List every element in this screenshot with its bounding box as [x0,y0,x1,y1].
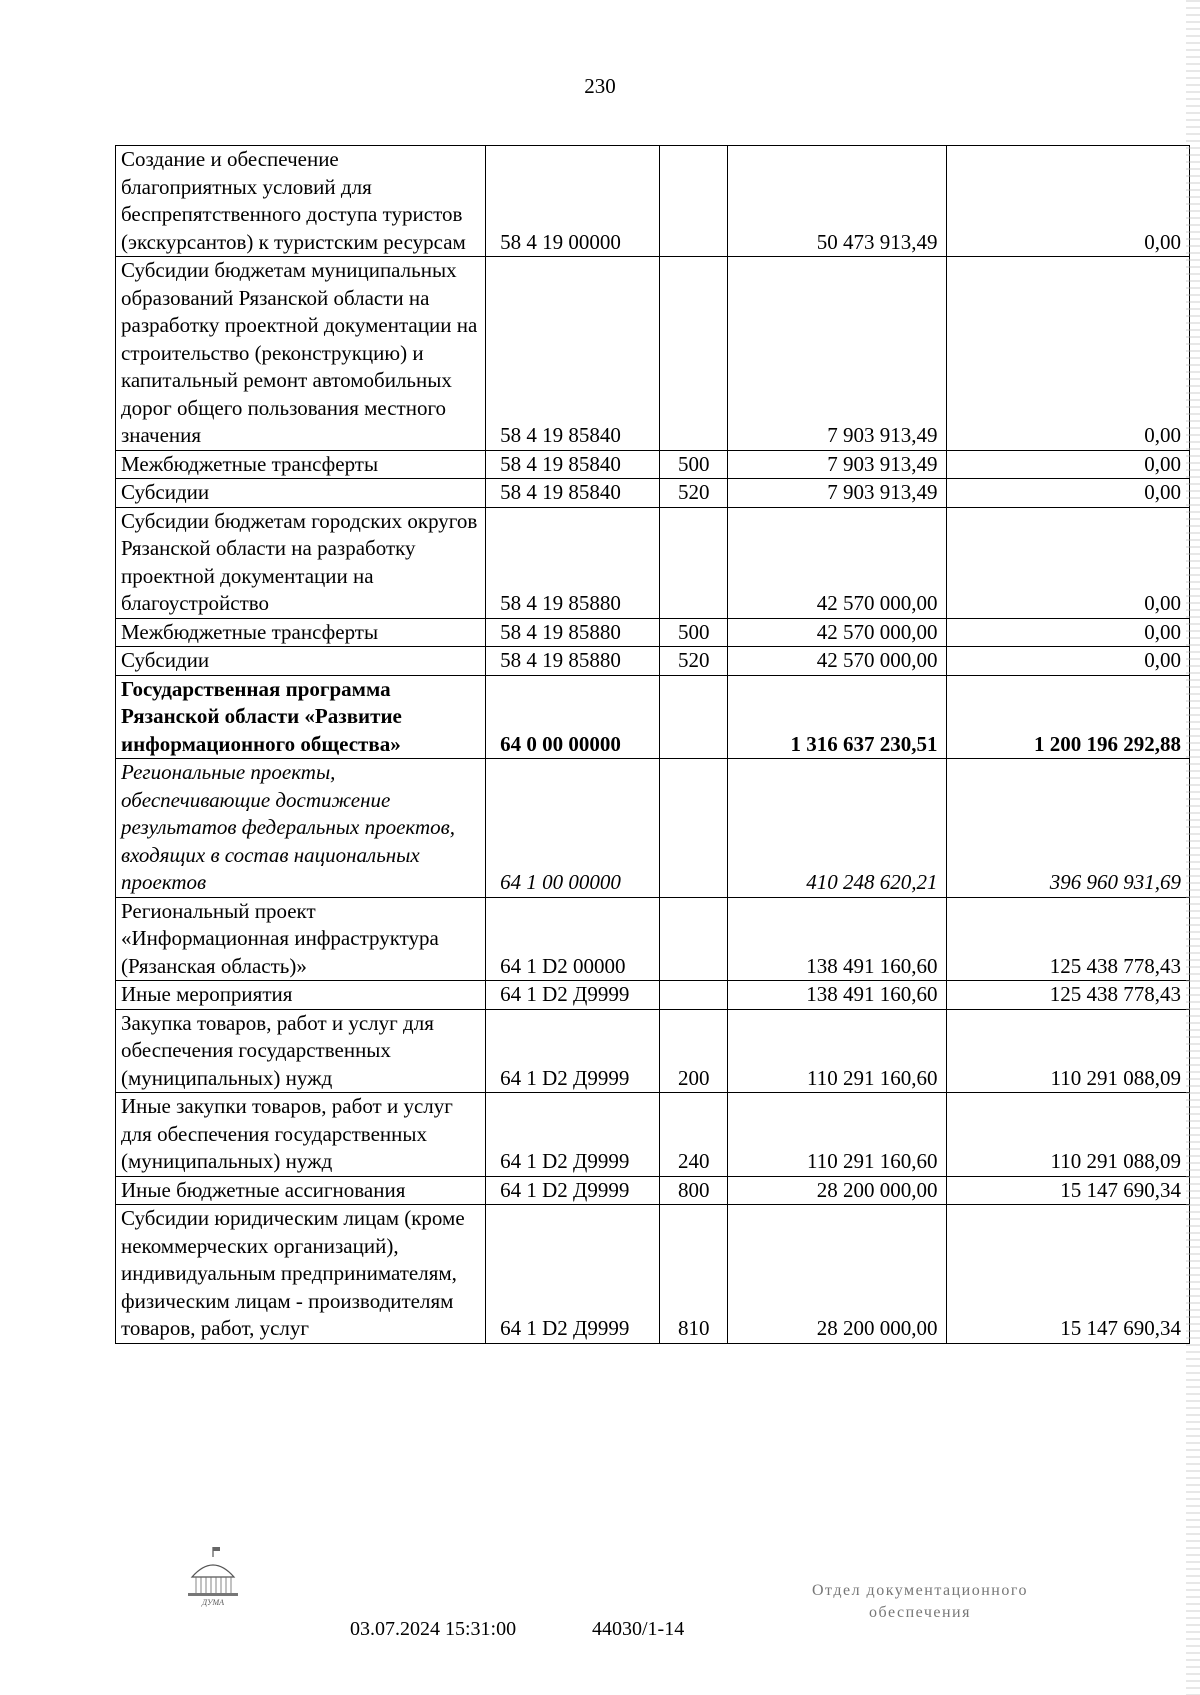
table-row [116,1009,1190,1093]
row-name-cell: Субсидии [116,479,486,508]
row-amount-1-cell: 7 903 913,49 [728,479,946,508]
table-row [116,450,1190,479]
row-name-cell: Субсидии бюджетам городских округов Рязанской области на разработку проектной документации на благоустройство [116,507,486,618]
registration-number: 44030/1-14 [592,1618,685,1640]
table-row [116,507,1190,618]
row-expense-type-cell: 200 [660,1009,728,1093]
row-target-code-cell: 64 1 D2 Д9999 [486,1009,660,1093]
table-row [116,897,1190,981]
row-name-cell: Субсидии юридическим лицам (кроме некоммерческих организаций), индивидуальным предпринимателям, физическим лицам - производителям товаров, работ, услуг [116,1205,486,1344]
table-row [116,618,1190,647]
row-name-cell: Межбюджетные трансферты [116,618,486,647]
table-row [116,479,1190,508]
row-expense-type-cell [660,981,728,1010]
row-amount-2-cell: 0,00 [946,507,1189,618]
stamp-line-1: Отдел документационного [811,1582,1029,1599]
row-target-code-cell: 64 0 00 00000 [486,675,660,759]
row-name-cell: Иные бюджетные ассигнования [116,1176,486,1205]
row-target-code-cell: 64 1 D2 Д9999 [486,1205,660,1344]
row-target-code-cell: 58 4 19 85880 [486,507,660,618]
row-amount-2-cell: 0,00 [946,647,1189,676]
row-amount-2-cell: 0,00 [946,618,1189,647]
row-expense-type-cell: 810 [660,1205,728,1344]
table-row [116,647,1190,676]
logo-text: ДУМА [201,1598,225,1607]
row-expense-type-cell [660,257,728,451]
row-target-code-cell: 58 4 19 85840 [486,479,660,508]
row-amount-2-cell: 15 147 690,34 [946,1176,1189,1205]
registration-datetime: 03.07.2024 15:31:00 [350,1618,517,1640]
row-amount-1-cell: 42 570 000,00 [728,618,946,647]
row-name-cell: Региональные проекты, обеспечивающие достижение результатов федеральных проектов, входящих в состав национальных проектов [116,759,486,898]
table-row [116,759,1190,898]
row-amount-1-cell: 7 903 913,49 [728,450,946,479]
row-amount-1-cell: 28 200 000,00 [728,1205,946,1344]
row-amount-2-cell: 0,00 [946,257,1189,451]
row-name-cell: Субсидии [116,647,486,676]
row-amount-2-cell: 1 200 196 292,88 [946,675,1189,759]
row-expense-type-cell: 520 [660,647,728,676]
duma-logo-icon [182,1545,244,1609]
row-amount-1-cell: 42 570 000,00 [728,647,946,676]
row-target-code-cell: 64 1 D2 00000 [486,897,660,981]
row-expense-type-cell [660,507,728,618]
row-amount-1-cell: 28 200 000,00 [728,1176,946,1205]
row-name-cell: Межбюджетные трансферты [116,450,486,479]
row-amount-2-cell: 0,00 [946,450,1189,479]
row-name-cell: Региональный проект «Информационная инфраструктура (Рязанская область)» [116,897,486,981]
table-row [116,1205,1190,1344]
table-row [116,1176,1190,1205]
row-target-code-cell: 64 1 00 00000 [486,759,660,898]
row-expense-type-cell: 500 [660,450,728,479]
row-amount-2-cell: 0,00 [946,146,1189,257]
row-amount-1-cell: 138 491 160,60 [728,897,946,981]
row-amount-1-cell: 410 248 620,21 [728,759,946,898]
row-amount-1-cell: 110 291 160,60 [728,1009,946,1093]
row-expense-type-cell [660,759,728,898]
row-name-cell: Субсидии бюджетам муниципальных образований Рязанской области на разработку проектной документации на строительство (реконструкцию) и капитальный ремонт автомобильных дорог общего пользования местного значения [116,257,486,451]
row-name-cell: Государственная программа Рязанской области «Развитие информационного общества» [116,675,486,759]
row-amount-2-cell: 0,00 [946,479,1189,508]
row-amount-1-cell: 7 903 913,49 [728,257,946,451]
row-expense-type-cell [660,675,728,759]
table-row [116,1093,1190,1177]
row-target-code-cell: 58 4 19 85840 [486,450,660,479]
row-target-code-cell: 64 1 D2 Д9999 [486,1093,660,1177]
row-amount-2-cell: 15 147 690,34 [946,1205,1189,1344]
row-expense-type-cell: 800 [660,1176,728,1205]
row-target-code-cell: 58 4 19 85880 [486,647,660,676]
row-target-code-cell: 58 4 19 85880 [486,618,660,647]
row-expense-type-cell: 240 [660,1093,728,1177]
row-amount-2-cell: 125 438 778,43 [946,981,1189,1010]
table-row [116,981,1190,1010]
page-number: 230 [584,74,616,98]
row-amount-1-cell: 1 316 637 230,51 [728,675,946,759]
row-target-code-cell: 64 1 D2 Д9999 [486,981,660,1010]
row-expense-type-cell [660,146,728,257]
row-name-cell: Иные закупки товаров, работ и услуг для обеспечения государственных (муниципальных) нужд [116,1093,486,1177]
row-amount-2-cell: 396 960 931,69 [946,759,1189,898]
table-row [116,146,1190,257]
row-amount-2-cell: 110 291 088,09 [946,1093,1189,1177]
table-row [116,257,1190,451]
budget-table [115,145,1190,1344]
row-expense-type-cell: 520 [660,479,728,508]
row-amount-2-cell: 125 438 778,43 [946,897,1189,981]
scan-edge-strip [1186,0,1200,1695]
row-name-cell: Закупка товаров, работ и услуг для обеспечения государственных (муниципальных) нужд [116,1009,486,1093]
row-name-cell: Иные мероприятия [116,981,486,1010]
row-name-cell: Создание и обеспечение благоприятных условий для беспрепятственного доступа туристов (экскурсантов) к туристским ресурсам [116,146,486,257]
row-expense-type-cell [660,897,728,981]
row-expense-type-cell: 500 [660,618,728,647]
row-target-code-cell: 58 4 19 00000 [486,146,660,257]
row-amount-1-cell: 138 491 160,60 [728,981,946,1010]
department-stamp [760,1580,1080,1624]
stamp-line-2: обеспечения [869,1604,971,1621]
table-row [116,675,1190,759]
row-target-code-cell: 58 4 19 85840 [486,257,660,451]
row-amount-1-cell: 42 570 000,00 [728,507,946,618]
row-amount-2-cell: 110 291 088,09 [946,1009,1189,1093]
row-amount-1-cell: 50 473 913,49 [728,146,946,257]
row-target-code-cell: 64 1 D2 Д9999 [486,1176,660,1205]
row-amount-1-cell: 110 291 160,60 [728,1093,946,1177]
